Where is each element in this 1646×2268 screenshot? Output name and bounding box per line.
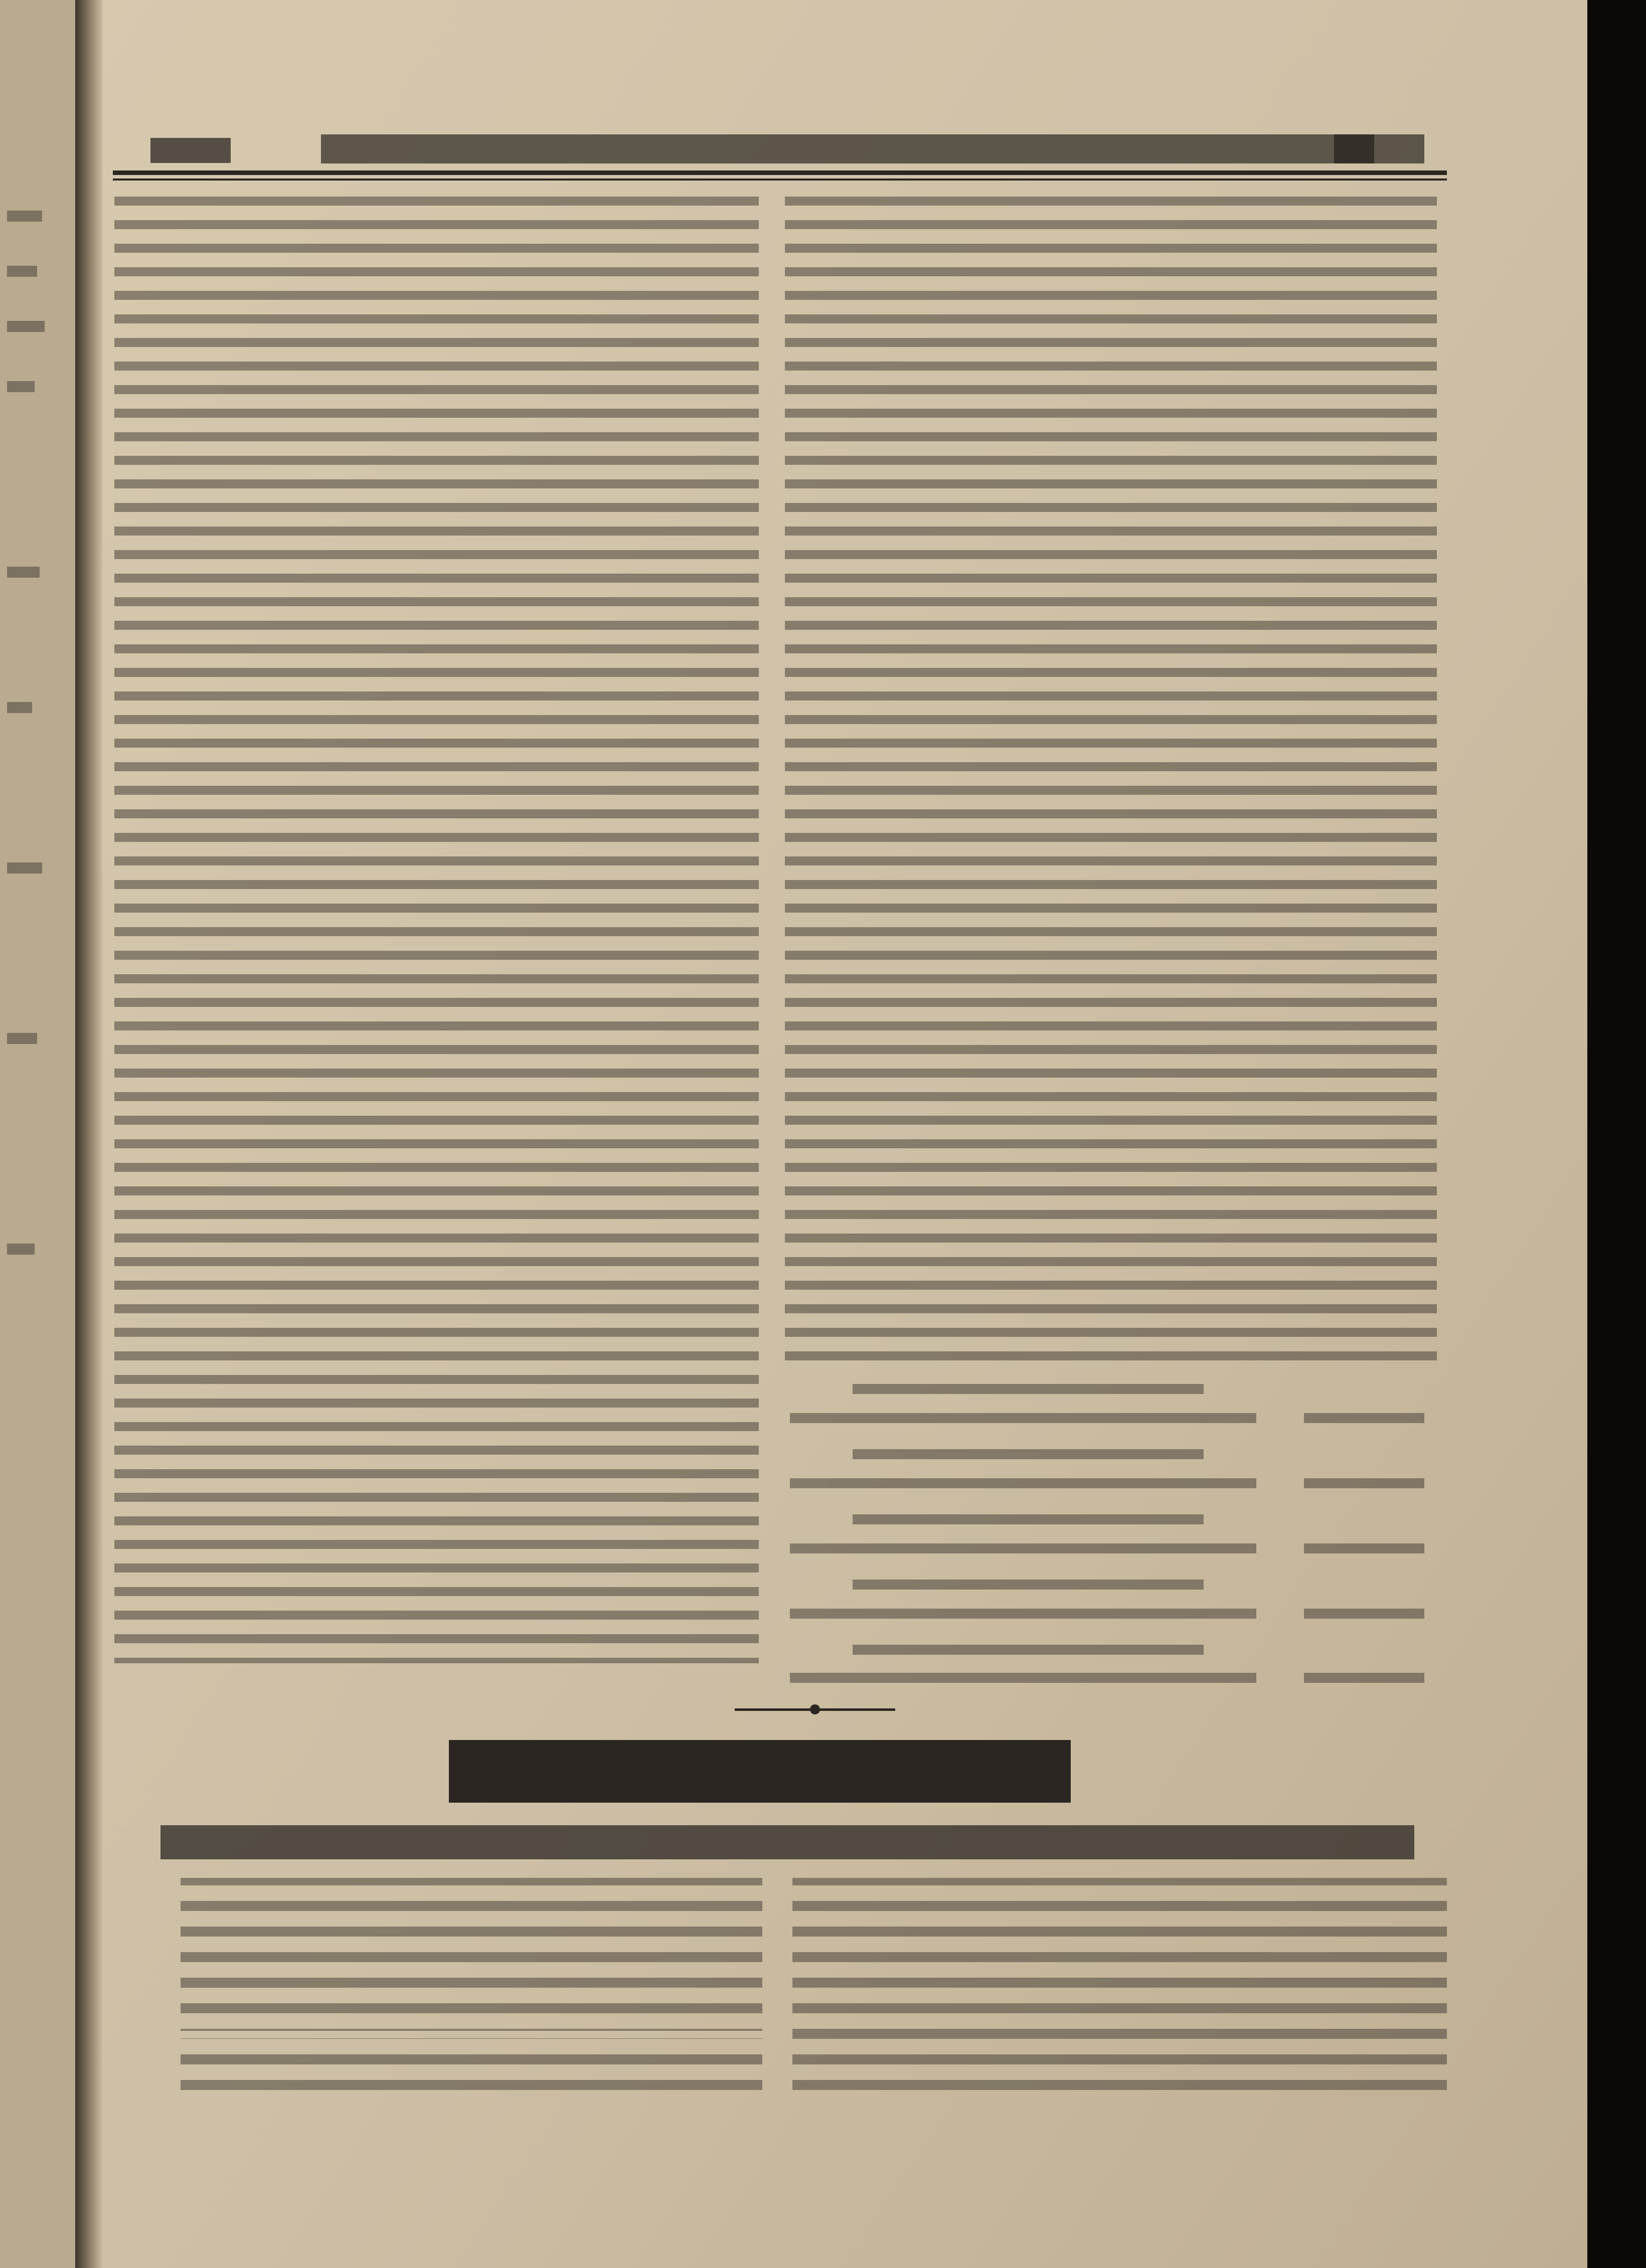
lower-right-column bbox=[792, 1878, 1447, 2091]
upper-left-column bbox=[114, 197, 759, 1663]
upper-right-column bbox=[785, 197, 1437, 1375]
lower-left-column bbox=[181, 1878, 762, 2031]
headline bbox=[449, 1740, 1071, 1803]
facing-page-strip bbox=[0, 0, 75, 2268]
lower-left-column-2 bbox=[181, 2038, 762, 2093]
subtitle bbox=[160, 1825, 1414, 1859]
